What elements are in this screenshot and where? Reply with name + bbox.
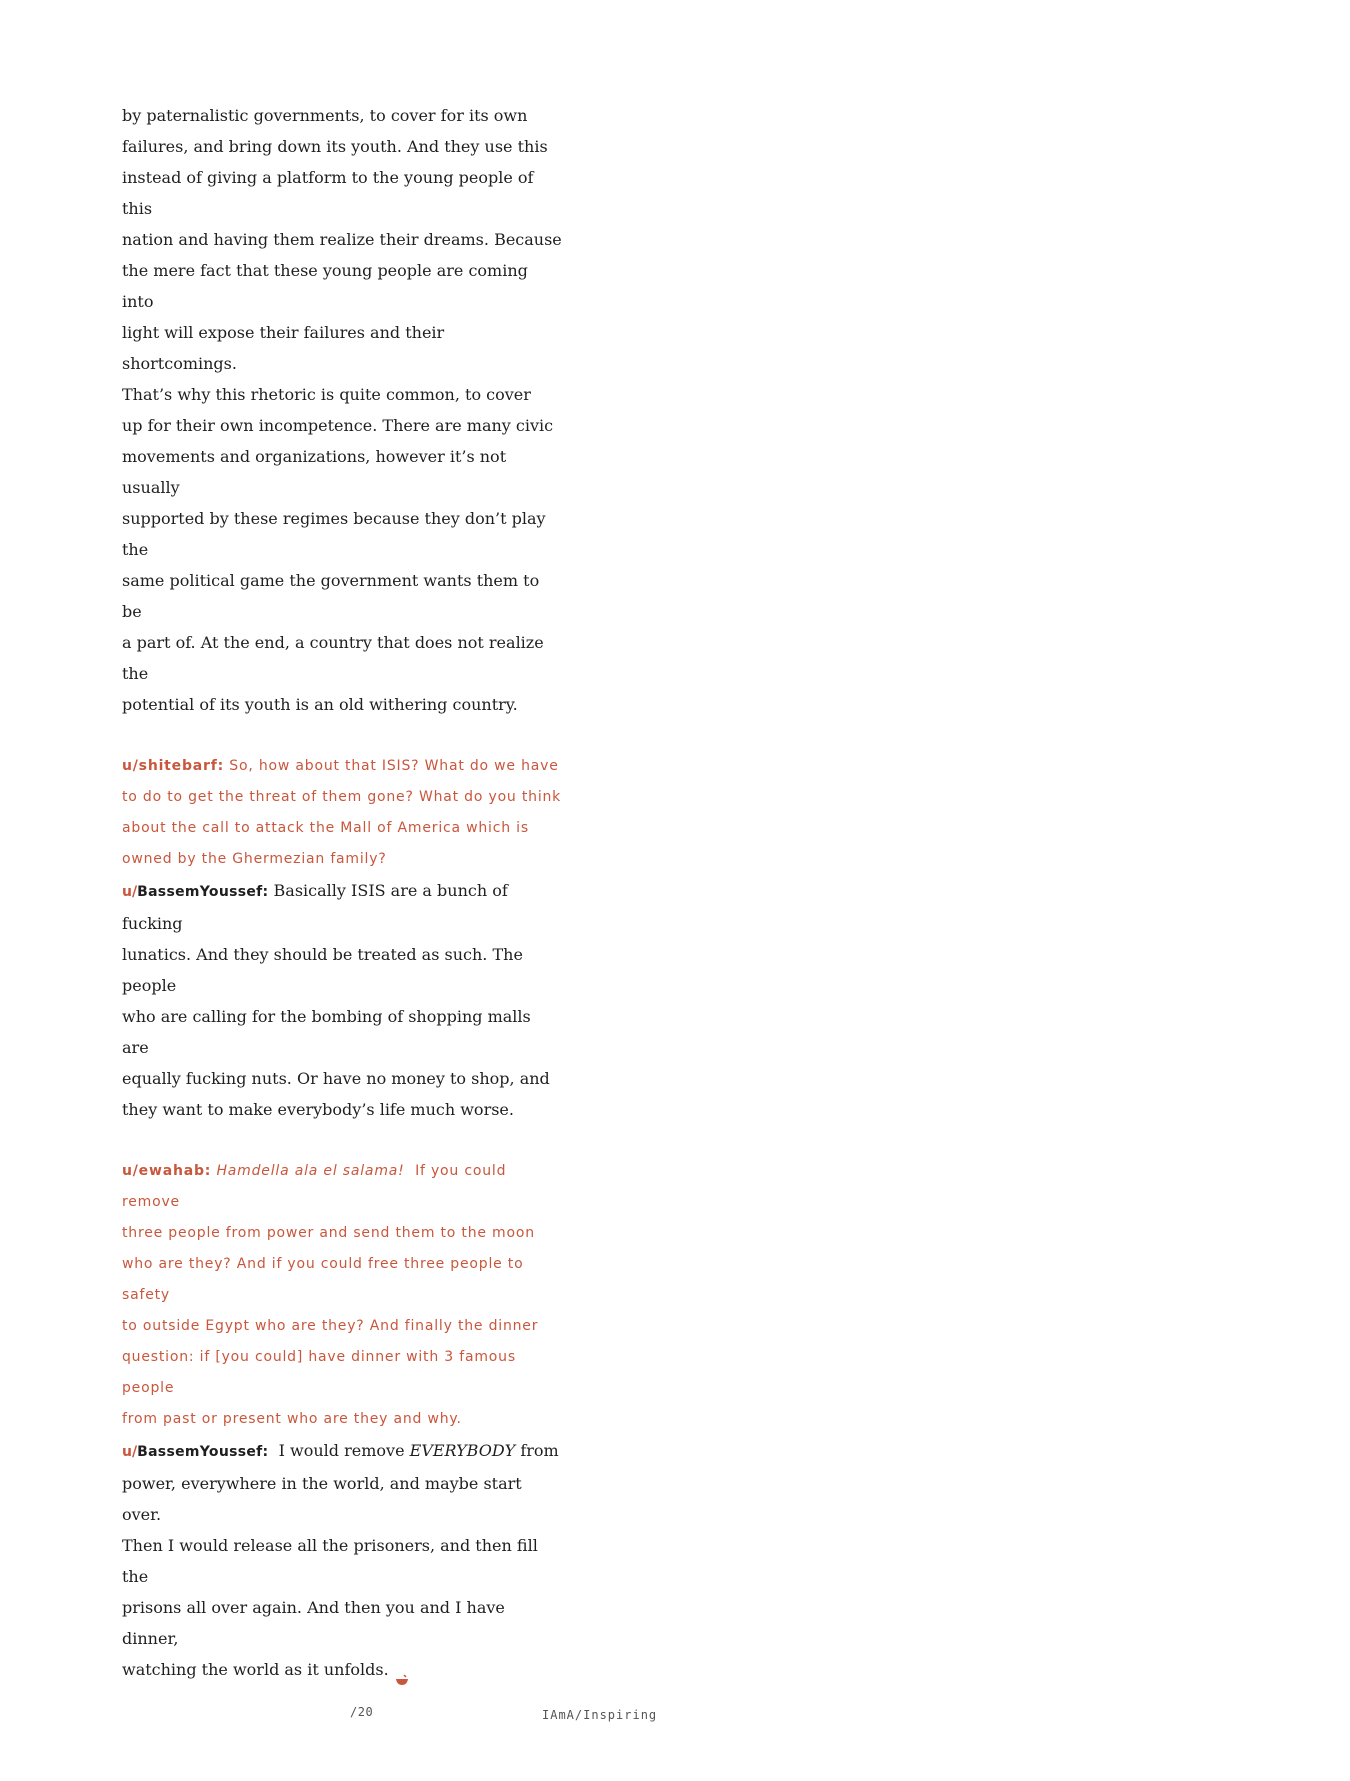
answer-user-prefix: u/	[122, 1444, 138, 1460]
text-line: That’s why this rhetoric is quite common, to cover	[122, 385, 531, 404]
question-username: u/ewahab:	[122, 1163, 212, 1179]
text-segment: I would remove	[278, 1441, 405, 1460]
text-line: to do to get the threat of them gone? What do you think	[122, 789, 562, 805]
question-username: u/shitebarf:	[122, 758, 225, 774]
text-line: from past or present who are they and why.	[122, 1411, 462, 1427]
question-ewahab	[122, 1156, 562, 1435]
text-line: equally fucking nuts. Or have no money to shop, and	[122, 1069, 550, 1088]
text-line: prisons all over again. And then you and I have dinner,	[122, 1598, 505, 1648]
answer-bassemyoussef-2	[122, 1435, 562, 1685]
text-line: So, how about that ISIS? What do we have	[229, 758, 559, 774]
text-line: by paternalistic governments, to cover for its own	[122, 106, 528, 125]
question-greeting: Hamdella ala el salama!	[216, 1163, 405, 1179]
text-line: owned by the Ghermezian family?	[122, 851, 387, 867]
page-number: /20	[350, 1705, 374, 1719]
paragraph-gap	[122, 720, 562, 751]
text-line: Then I would release all the prisoners, and then fill the	[122, 1536, 538, 1586]
text-line: the mere fact that these young people are coming into	[122, 261, 528, 311]
text-line: they want to make everybody’s life much worse.	[122, 1100, 514, 1119]
text-line: power, everywhere in the world, and maybe start over.	[122, 1474, 522, 1524]
answer-bassemyoussef-1	[122, 875, 562, 1125]
text-line: movements and organizations, however it’s not usually	[122, 447, 507, 497]
text-line: who are they? And if you could free three people to safety	[122, 1256, 524, 1303]
text-line: a part of. At the end, a country that does not realize the	[122, 633, 544, 683]
text-line: question: if [you could] have dinner with 3 famous people	[122, 1349, 516, 1396]
text-line: light will expose their failures and their shortcomings.	[122, 323, 445, 373]
question-shitebarf	[122, 751, 562, 875]
bowl-icon	[395, 1665, 409, 1677]
answer-user-prefix: u/	[122, 884, 138, 900]
text-line: watching the world as it unfolds.	[122, 1660, 389, 1679]
publication-title: IAmA/Inspiring	[542, 1708, 658, 1722]
article-column	[122, 100, 562, 1685]
text-line: supported by these regimes because they don’t play the	[122, 509, 546, 559]
text-line: three people from power and send them to the moon	[122, 1225, 535, 1241]
text-segment: from	[520, 1441, 559, 1460]
text-line: potential of its youth is an old withering country.	[122, 695, 518, 714]
text-line: failures, and bring down its youth. And they use this	[122, 137, 548, 156]
paragraph-gap	[122, 1125, 562, 1156]
text-line: instead of giving a platform to the young people of this	[122, 168, 534, 218]
text-line: Basically ISIS are a bunch of fucking	[122, 881, 508, 933]
answer-username: BassemYoussef:	[137, 1444, 269, 1460]
text-line: to outside Egypt who are they? And finally the dinner	[122, 1318, 539, 1334]
text-line: about the call to attack the Mall of America which is	[122, 820, 529, 836]
text-line: who are calling for the bombing of shopping malls are	[122, 1007, 531, 1057]
intro-paragraph	[122, 100, 562, 720]
text-line: same political game the government wants them to be	[122, 571, 540, 621]
emphasis-word: EVERYBODY	[409, 1441, 516, 1460]
text-line: up for their own incompetence. There are many civic	[122, 416, 554, 435]
text-line: If you could remove	[122, 1163, 507, 1210]
text-line: nation and having them realize their dreams. Because	[122, 230, 562, 249]
answer-username: BassemYoussef:	[137, 884, 269, 900]
text-line: lunatics. And they should be treated as such. The people	[122, 945, 523, 995]
